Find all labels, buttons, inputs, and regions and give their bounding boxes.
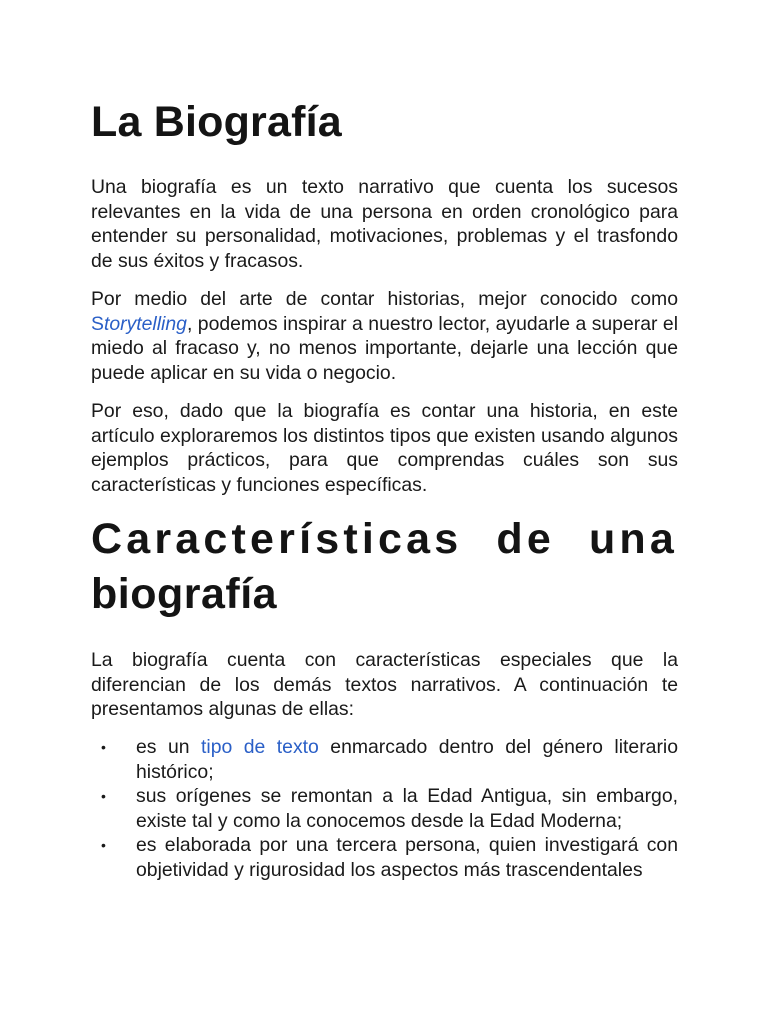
section-heading-line-1: Características de una xyxy=(91,515,678,563)
paragraph-text-after-link: , podemos inspirar a nuestro lector, ayudarle a superar el miedo al fracaso y, no menos importante, dejarle una lección que puede aplicar en su vida o negocio. xyxy=(91,312,678,384)
bullet-icon: • xyxy=(101,788,106,805)
list-item-text-before-link: es un xyxy=(136,736,201,758)
list-item xyxy=(91,784,678,833)
list-item xyxy=(91,833,678,882)
list-item-text-after-link: enmarcado dentro del género literario histórico; xyxy=(136,736,678,783)
characteristics-list xyxy=(91,735,678,883)
storytelling-link-rest: torytelling xyxy=(103,312,187,335)
intro-paragraph: Una biografía es un texto narrativo que cuenta los sucesos relevantes en la vida de una persona en orden cronológico para entender su personalidad, motivaciones, problemas y el trasfondo de sus éxitos y fracasos. xyxy=(91,176,678,272)
tipo-de-texto-link[interactable]: tipo de texto xyxy=(201,736,319,758)
list-item-text: es elaborada por una tercera persona, quien investigará con objetividad y rigurosidad los aspectos más trascendentales xyxy=(136,834,678,881)
list-item xyxy=(91,735,678,784)
bullet-icon: • xyxy=(101,837,106,854)
characteristics-intro-paragraph: La biografía cuenta con características especiales que la diferencian de los demás textos narrativos. A continuación te presentamos algunas de ellas: xyxy=(91,649,678,721)
storytelling-link-initial: S xyxy=(91,312,104,335)
page-title: La Biografía xyxy=(91,98,342,146)
paragraph-text-before-link: Por medio del arte de contar historias, mejor conocido como xyxy=(91,288,678,310)
bullet-icon: • xyxy=(101,739,106,755)
article-purpose-paragraph: Por eso, dado que la biografía es contar una historia, en este artículo exploraremos los distintos tipos que existen usando algunos ejemplos prácticos, para que comprendas cuáles son sus características y funciones específicas. xyxy=(91,400,678,496)
section-heading xyxy=(91,512,678,622)
list-item-text: sus orígenes se remontan a la Edad Antigua, sin embargo, existe tal y como la conocemos desde la Edad Moderna; xyxy=(136,785,678,832)
section-heading-line-2: biografía xyxy=(91,570,278,618)
storytelling-paragraph xyxy=(91,287,678,385)
storytelling-link[interactable] xyxy=(91,313,187,335)
